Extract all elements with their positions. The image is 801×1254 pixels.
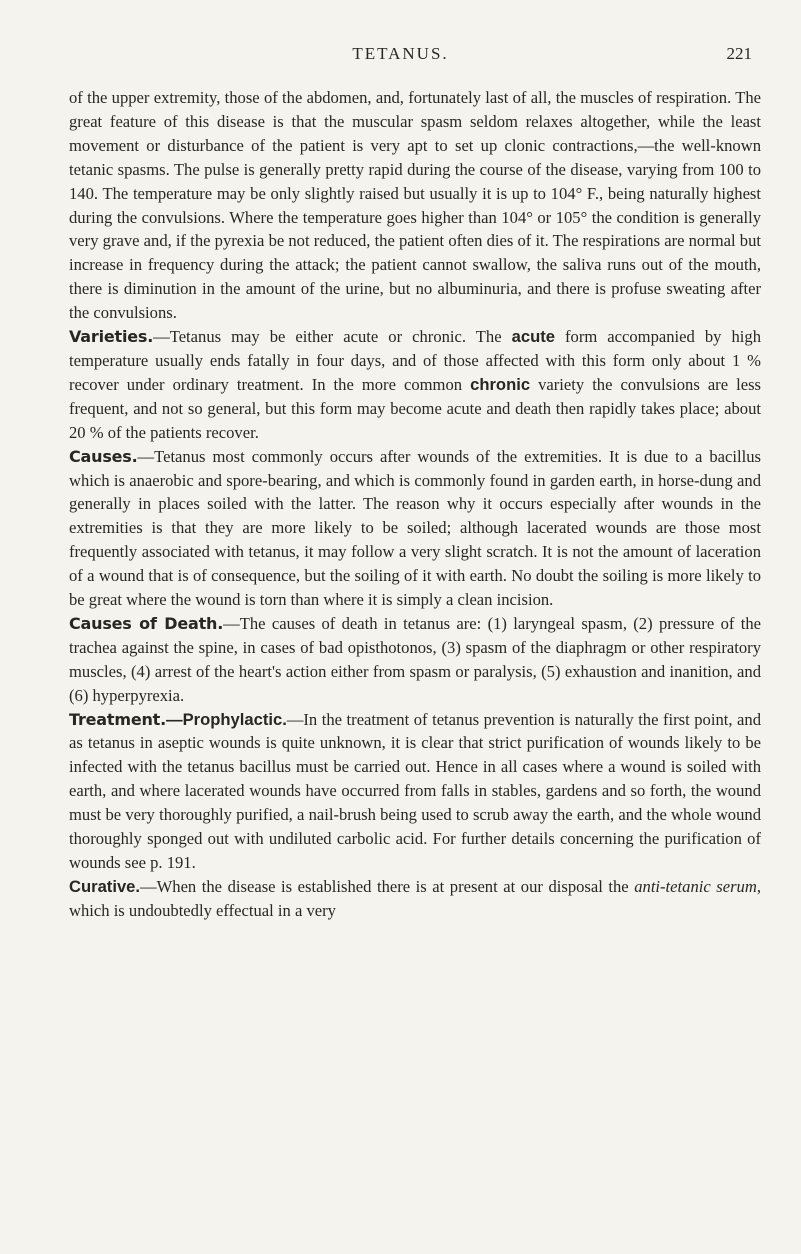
section-heading-causes: Causes. (69, 446, 138, 466)
page-header (0, 44, 801, 68)
paragraph-text: variety the convulsions are less frequent, and not so general, but this form may become acute and death then rapidly takes place; about 20 % of the patients recover. (69, 374, 762, 442)
running-title: TETANUS. (352, 44, 449, 63)
paragraph-varieties (69, 325, 761, 445)
paragraph-text: form accompanied by high temperature usually ends fatally in four days, and of those affected with this form only about 1 % recover under ordinary treatment. In the more common (69, 327, 761, 394)
section-heading-causes-of-death: Causes of Death. (69, 613, 224, 633)
section-heading-varieties: Varieties. (69, 327, 154, 347)
paragraph-causes-of-death (69, 612, 761, 708)
subheading-curative: Curative. (69, 876, 141, 896)
paragraph-text: —In the treatment of tetanus prevention is naturally the first point, and as tetanus in aseptic wounds is quite unknown, it is clear that strict purification of wounds likely to be infected with the tetanus bacillus must be carried out. Hence in all cases where a wound is soiled with earth, and where lacerated wounds have occurred from falls in stables, gardens and so forth, the wound must be very thoroughly purified, a nail-brush being used to scrub away the earth, and the whole wound thoroughly sponged out with undiluted carbolic acid. For further details concerning the purification of wounds see p. 191. (69, 709, 761, 872)
paragraph-text: —Tetanus may be either acute or chronic. The (153, 327, 512, 347)
paragraph-treatment (69, 708, 761, 875)
section-heading-treatment: Treatment. (69, 709, 166, 729)
page-number: 221 (726, 44, 752, 63)
paragraph-causes (69, 445, 761, 612)
paragraph-text: —Tetanus most commonly occurs after wounds of the extremities. It is due to a bacillus which is anaerobic and spore-bearing, and which is commonly found in garden earth, in horse-dung and generally in places soiled with the latter. The reason why it occurs especially after wounds in the extremities is that they are more likely to be soiled; although lacerated wounds are those most frequently associated with tetanus, it may follow a very slight scratch. It is not the amount of laceration of a wound that is of consequence, but the soiling of it with earth. No doubt the soiling is more likely to be great where the wound is torn than where it is simply a clean incision. (69, 446, 761, 610)
term-chronic: chronic (470, 374, 531, 394)
paragraph-symptoms (69, 86, 761, 325)
term-anti-tetanic-serum: anti-tetanic serum (634, 876, 757, 896)
subheading-prophylactic: —Prophylactic. (166, 709, 287, 729)
paragraph-curative (69, 875, 761, 923)
paragraph-text: , which is undoubtedly effectual in a very (69, 876, 761, 920)
paragraph-text: —When the disease is established there is at present at our disposal the (140, 876, 635, 896)
paragraph-text: of the upper extremity, those of the abdomen, and, fortunately last of all, the muscles of respiration. The great feature of this disease is that the muscular spasm seldom relaxes altogether, while the least movement or disturbance of the patient is very apt to set up clonic contractions,—the well-known tetanic spasms. The pulse is generally pretty rapid during the course of the disease, varying from 100 to 140. The temperature may be only slightly raised but usually it is up to 104° F., being naturally highest during the convulsions. Where the temperature goes higher than 104° or 105° the condition is generally very grave and, if the pyrexia be not reduced, the patient often dies of it. The respirations are normal but increase in frequency during the attack; the patient cannot swallow, the saliva runs out of the mouth, there is diminution in the amount of the urine, but no albuminuria, and there is profuse sweating after the convulsions. (69, 88, 761, 323)
body-text (69, 86, 761, 923)
paragraph-text: —The causes of death in tetanus are: (1) laryngeal spasm, (2) pressure of the trachea against the spine, in cases of bad opisthotonos, (3) spasm of the diaphragm or other respiratory muscles, (4) arrest of the heart's action either from spasm or paralysis, (5) exhaustion and inanition, and (6) hyperpyrexia. (69, 613, 761, 705)
term-acute: acute (511, 327, 555, 347)
